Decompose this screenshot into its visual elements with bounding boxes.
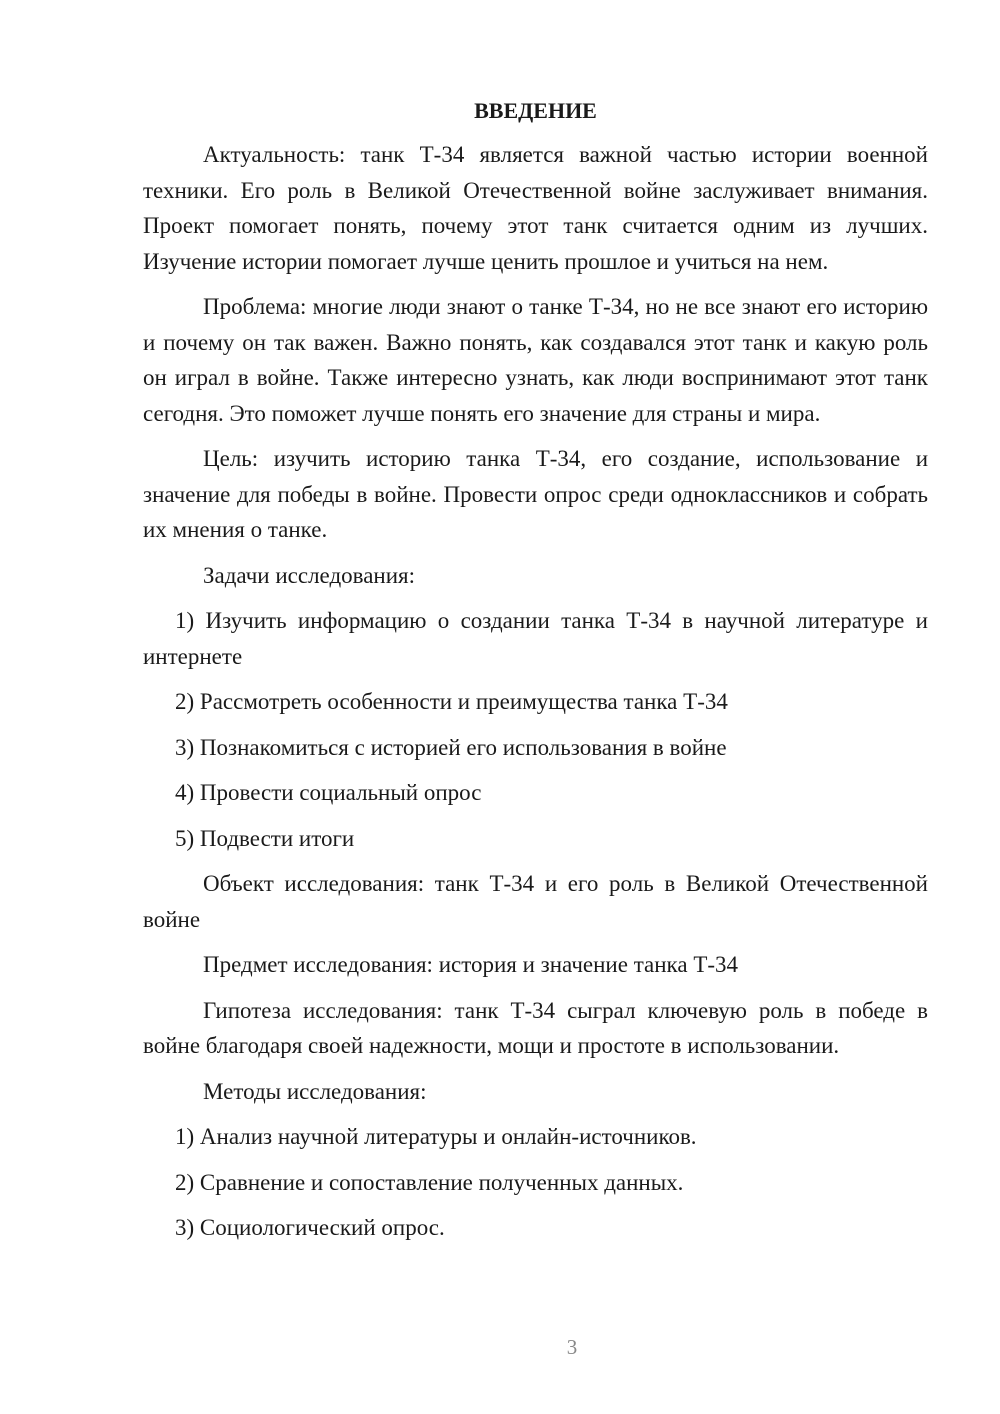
document-body	[143, 93, 928, 1256]
task-item-3: 3) Познакомиться с историей его использования в войне	[175, 734, 727, 760]
paragraph-subject: Предмет исследования: история и значение танка Т-34	[203, 952, 739, 977]
paragraph-relevance: Актуальность: танк Т-34 является важной частью истории военной техники. Его роль в Великой Отечественной войне заслуживает внимания. Проект помогает понять, почему этот танк считается одним из лучших. Изучение истории помогает лучше ценить прошлое и учиться на нем.	[143, 142, 928, 274]
task-item-2: 2) Рассмотреть особенности и преимущества танка Т-34	[175, 689, 728, 714]
paragraph-problem: Проблема: многие люди знают о танке Т-34, но не все знают его историю и почему он так важен. Важно понять, как создавался этот танк и какую роль он играл в войне. Также интересно узнать, как люди воспринимают этот танк сегодня. Это поможет лучше понять его значение для страны и мира.	[143, 294, 928, 426]
paragraph-object: Объект исследования: танк Т-34 и его роль в Великой Отечественной войне	[143, 871, 928, 932]
method-item-1: 1) Анализ научной литературы и онлайн-источников.	[175, 1124, 697, 1149]
method-item-3: 3) Социологический опрос.	[175, 1215, 445, 1240]
paragraph-goal: Цель: изучить историю танка Т-34, его создание, использование и значение для победы в войне. Провести опрос среди одноклассников и собрать их мнения о танке.	[143, 446, 928, 542]
page-number: 3	[566, 1335, 578, 1359]
method-item-2: 2) Сравнение и сопоставление полученных данных.	[175, 1169, 684, 1195]
paragraph-hypothesis: Гипотеза исследования: танк Т-34 сыграл ключевую роль в победе в войне благодаря своей надежности, мощи и простоте в использовании.	[143, 997, 928, 1058]
tasks-heading: Задачи исследования:	[203, 562, 416, 588]
task-item-5: 5) Подвести итоги	[175, 825, 355, 851]
section-title: ВВЕДЕНИЕ	[474, 98, 597, 123]
task-item-1: 1) Изучить информацию о создании танка Т-34 в научной литературе и интернете	[143, 608, 928, 669]
task-item-4: 4) Провести социальный опрос	[175, 780, 482, 805]
methods-heading: Методы исследования:	[203, 1078, 427, 1104]
